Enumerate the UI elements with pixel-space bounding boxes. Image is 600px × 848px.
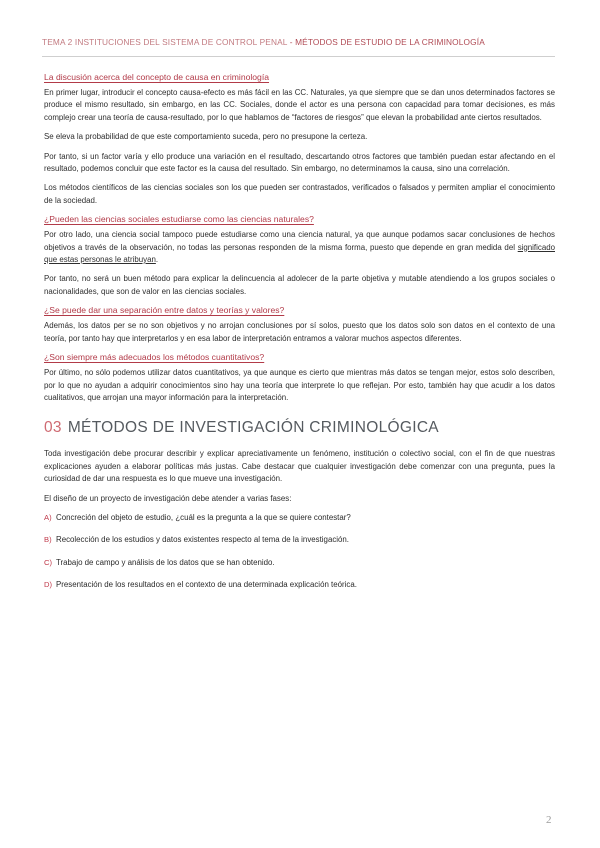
header-course: TEMA 2 INSTITUCIONES DEL SISTEMA DE CONTROL PENAL (42, 37, 288, 47)
section-datos-teorias (44, 305, 555, 345)
section-ciencias-sociales (44, 214, 555, 298)
list-item-letter: B) (44, 535, 52, 545)
section-heading: ¿Pueden las ciencias sociales estudiarse como las ciencias naturales? (44, 214, 314, 225)
paragraph: Los métodos científicos de las ciencias sociales son los que pueden ser contrastados, verificados o falsados y permiten ampliar el conocimiento de la sociedad. (44, 183, 555, 205)
section-heading: La discusión acerca del concepto de causa en criminología (44, 72, 270, 82)
list-item (44, 534, 555, 546)
list-item-text: Trabajo de campo y análisis de los datos que se han obtenido. (56, 557, 275, 567)
list-item-letter: C) (44, 557, 53, 567)
paragraph-text: Por otro lado, una ciencia social tampoco puede estudiarse como una ciencia natural, ya que aunque podamos sacar conclusiones de hechos objetivos a través de la observación, no todas las personas responden de la misma forma, puesto que depende en gran medida del (44, 230, 555, 252)
running-header (42, 37, 562, 47)
list-item (44, 557, 555, 569)
paragraph: Toda investigación debe procurar describir y explicar apreciativamente un fenómeno, institución o colectivo social, con el fin de que nuestras explicaciones ayuden a elaborar políticas más justas. Cabe destacar que cualquier investigación debe comenzar con una pregunta, pues la curiosidad de dar una respuesta es lo que mueve una investigación. (44, 449, 555, 484)
underlined-phrase: significado que estas personas le atribuyan (44, 242, 555, 265)
section-heading: ¿Son siempre más adecuados los métodos cuantitativos? (44, 352, 265, 363)
paragraph: En primer lugar, introducir el concepto causa-efecto es más fácil en las CC. Naturales, ya que siempre que se dan unos determinados factores se produce el mismo resultado, sin embargo, en las CC. Sociales, donde el actor es una persona con capacidad para tomar decisiones, es más complejo crear una teoría de causa-resultado, por lo que hablamos de “factores de riesgos” que elevan la probabilidad ante ciertos resultados. (44, 88, 555, 122)
list-item-letter: D) (44, 580, 53, 590)
section-causa (44, 72, 555, 207)
paragraph: Se eleva la probabilidad de que este comportamiento suceda, pero no presupone la certeza. (44, 132, 368, 142)
paragraph: Por último, no sólo podemos utilizar datos cuantitativos, ya que aunque es cierto que mientras más datos se tengan mejor, estos solo describen, por lo que no ayudan a adquirir conocimientos sino hay una teoría que interprete lo que reflejan. Por esto, también hay que acudir a los datos cualitativos, que arrojan una mayor información para la interpretación. (44, 368, 555, 402)
phase-list (44, 512, 555, 592)
page-number: 2 (546, 814, 552, 826)
list-item-text: Concreción del objeto de estudio, ¿cuál es la pregunta a la que se quiere contestar? (56, 512, 351, 522)
section-heading: ¿Se puede dar una separación entre datos y teorías y valores? (44, 305, 285, 316)
paragraph: Además, los datos per se no son objetivos y no arrojan conclusiones por sí solos, puesto que los datos solo son datos en el contexto de una teoría, por tanto hay que interpretarlos y en esa labor de interpretación entramos a valorar muchos aspectos diferentes. (44, 321, 555, 343)
list-item (44, 512, 555, 524)
list-item-text: Presentación de los resultados en el contexto de una determinada explicación teórica. (56, 580, 357, 590)
paragraph: Por tanto, no será un buen método para explicar la delincuencia al adolecer de la parte objetiva y mutable atendiendo a los grupos sociales o nacionalidades, que son de valor en las ciencias sociales. (44, 274, 555, 296)
section-metodos-cuantitativos (44, 352, 555, 404)
list-lead: El diseño de un proyecto de investigación debe atender a varias fases: (44, 493, 292, 503)
list-item (44, 579, 555, 591)
list-item-text: Recolección de los estudios y datos existentes respecto al tema de la investigación. (56, 535, 349, 545)
paragraph: Por tanto, si un factor varía y ello produce una variación en el resultado, descartando otros factores que también puedan estar afectando en el resultado, podemos concluir que este factor es la causa del resultado. Sin embargo, no determinamos la causa, sino una correlación. (44, 151, 555, 174)
chapter-heading (44, 418, 555, 438)
page-content (44, 72, 555, 602)
header-separator: - (287, 37, 296, 47)
chapter-number: 03 (44, 419, 62, 437)
header-divider (42, 56, 555, 57)
chapter-title: MÉTODOS DE INVESTIGACIÓN CRIMINOLÓGICA (67, 419, 439, 437)
list-item-letter: A) (44, 512, 52, 522)
header-chapter: MÉTODOS DE ESTUDIO DE LA CRIMINOLOGÍA (295, 37, 485, 47)
paragraph-text: . (155, 255, 159, 265)
paragraph (44, 229, 555, 266)
